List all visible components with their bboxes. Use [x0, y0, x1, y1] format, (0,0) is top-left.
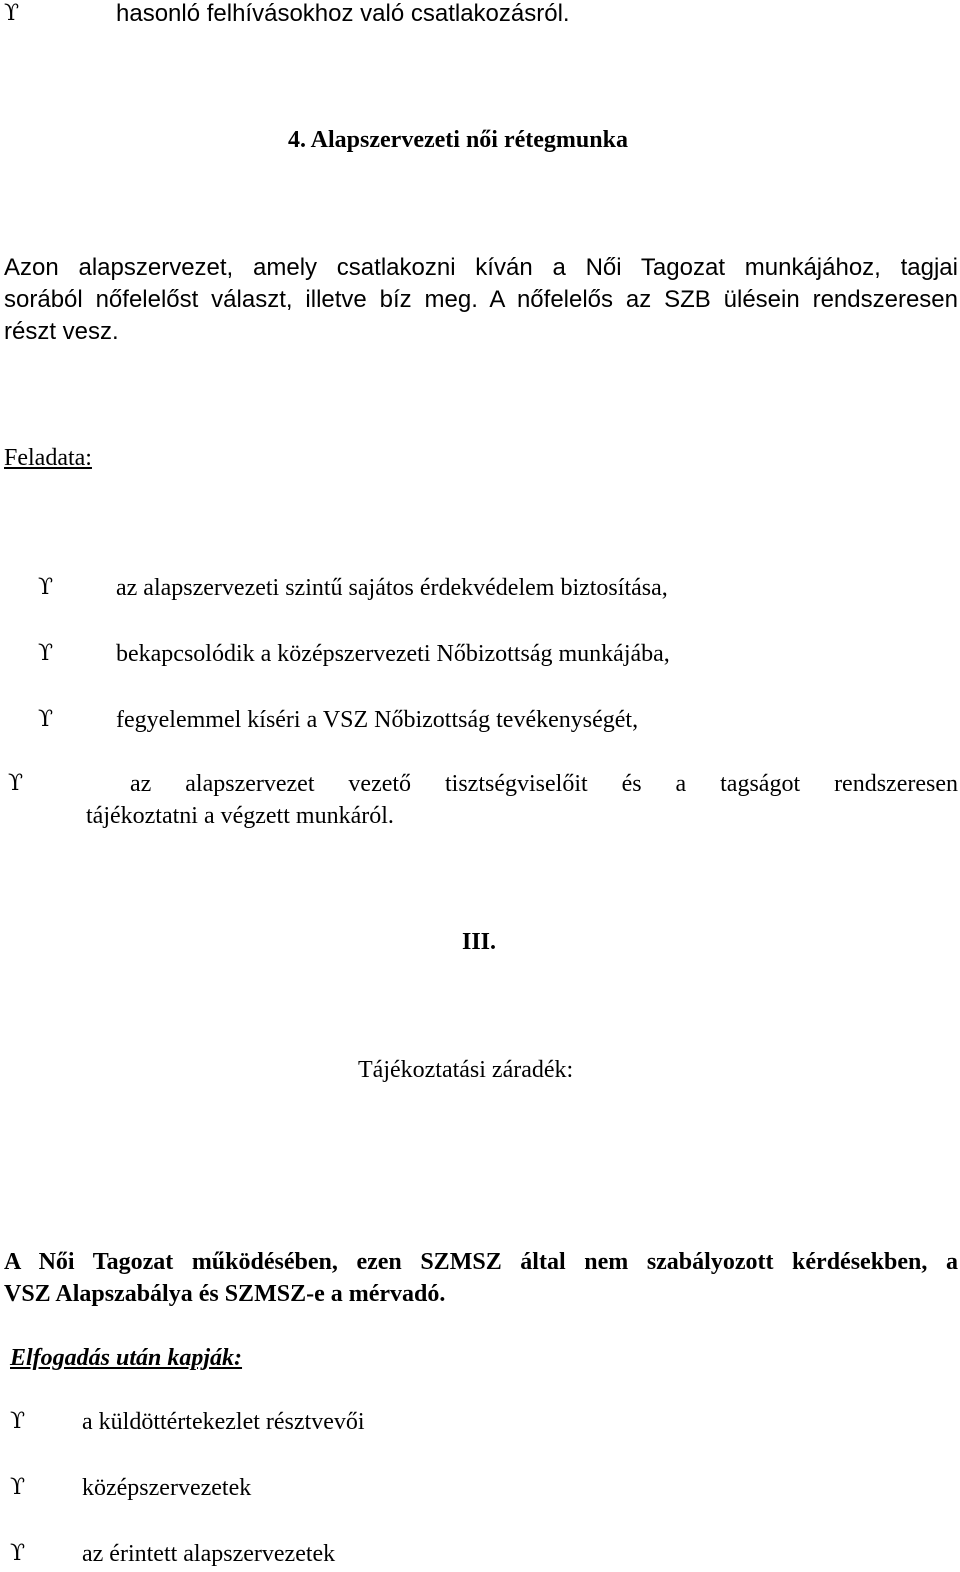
- section-title: Tájékoztatási záradék:: [358, 1057, 574, 1083]
- recipient-item: a küldöttértekezlet résztvevői: [82, 1409, 365, 1435]
- feladata-label: Feladata:: [4, 445, 92, 471]
- paragraph-line: részt vesz.: [4, 318, 119, 345]
- paragraph-line: Azon alapszervezet, amely csatlakozni kíván a Női Tagozat munkájához, tagjai: [4, 254, 958, 281]
- bullet-icon: ϒ: [4, 1, 20, 26]
- feladata-item: fegyelemmel kíséri a VSZ Nőbizottság tevékenységét,: [116, 707, 639, 733]
- paragraph-line: sorából nőfelelőst választ, illetve bíz meg. A nőfelelős az SZB ülésein rendszeresen: [4, 286, 958, 313]
- bullet-icon: ϒ: [38, 707, 54, 732]
- bullet-icon: ϒ: [8, 771, 24, 796]
- section-roman-numeral: III.: [462, 929, 497, 955]
- feladata-item: az alapszervezet vezető tisztségviselőit és a tagságot rendszeresen: [130, 771, 958, 797]
- feladata-item-continuation: tájékoztatni a végzett munkáról.: [86, 803, 394, 829]
- bullet-icon: ϒ: [10, 1541, 26, 1566]
- bullet-icon: ϒ: [38, 575, 54, 600]
- bold-statement-line: A Női Tagozat működésében, ezen SZMSZ által nem szabályozott kérdésekben, a: [4, 1249, 958, 1275]
- recipient-item: az érintett alapszervezetek: [82, 1541, 336, 1567]
- bullet-icon: ϒ: [10, 1475, 26, 1500]
- feladata-item: bekapcsolódik a középszervezeti Nőbizottság munkájába,: [116, 641, 670, 667]
- bullet-icon: ϒ: [38, 641, 54, 666]
- feladata-item: az alapszervezeti szintű sajátos érdekvédelem biztosítása,: [116, 575, 668, 601]
- recipients-label: Elfogadás után kapják:: [10, 1345, 243, 1371]
- bold-statement-line: VSZ Alapszabálya és SZMSZ-e a mérvadó.: [4, 1281, 446, 1307]
- recipient-item: középszervezetek: [82, 1475, 252, 1501]
- section-heading: 4. Alapszervezeti női rétegmunka: [288, 127, 628, 153]
- top-list-item: hasonló felhívásokhoz való csatlakozásról.: [116, 0, 570, 27]
- bullet-icon: ϒ: [10, 1409, 26, 1434]
